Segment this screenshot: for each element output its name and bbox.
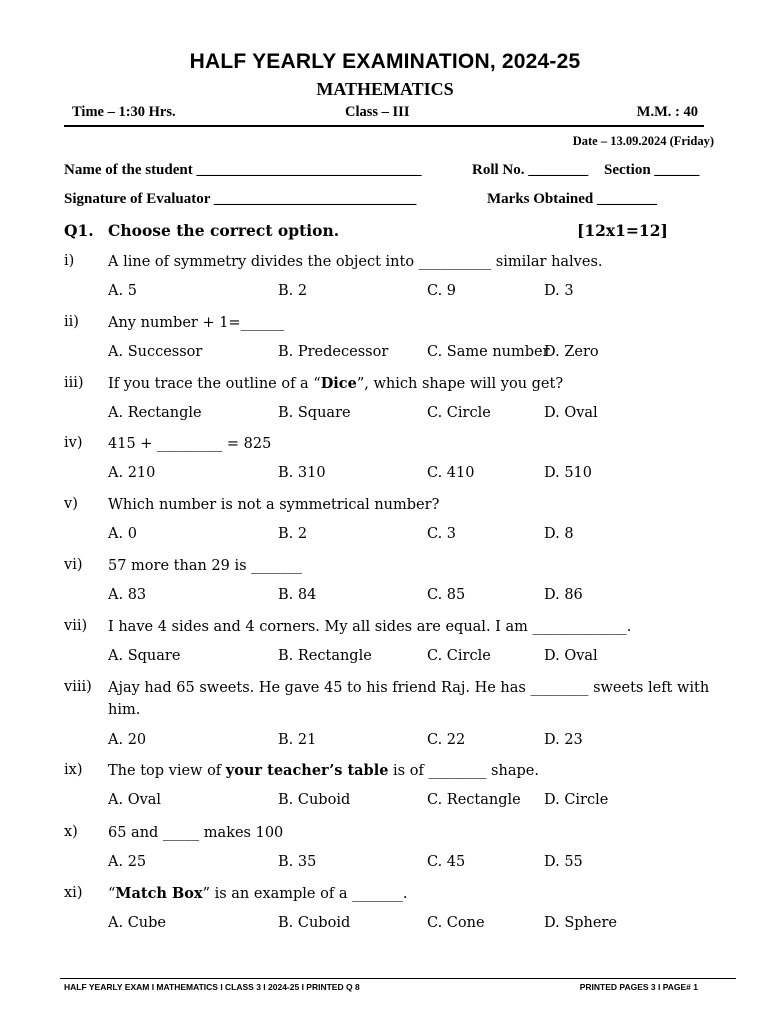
footer-right: PRINTED PAGES 3 I PAGE# 1 (579, 982, 698, 992)
answer-option[interactable]: A. Rectangle (108, 405, 202, 421)
answer-option[interactable]: D. 8 (544, 526, 574, 542)
answer-option[interactable]: D. 510 (544, 465, 593, 481)
answer-option[interactable]: D. 55 (544, 854, 583, 870)
question-text-part: Any number + 1=______ (108, 315, 285, 331)
question-number: viii) (64, 679, 92, 695)
question-number: ix) (64, 762, 83, 778)
section-number: Q1. (64, 221, 94, 240)
footer-divider (60, 978, 736, 979)
question-text-part: “ (108, 886, 116, 902)
answer-option[interactable]: B. Rectangle (278, 648, 372, 664)
answer-option[interactable]: C. 3 (427, 526, 457, 542)
exam-time: Time – 1:30 Hrs. (72, 104, 176, 120)
evaluator-signature-field[interactable]: Signature of Evaluator ___________________________ (64, 191, 417, 207)
answer-option[interactable]: A. Successor (108, 344, 203, 360)
question-number: vii) (64, 618, 88, 634)
answer-option[interactable]: C. Rectangle (427, 792, 521, 808)
question-text-part: I have 4 sides and 4 corners. My all sides are equal. I am _____________. (108, 619, 632, 635)
answer-option[interactable]: D. 3 (544, 283, 574, 299)
question-text-part: ” is an example of a _______. (202, 886, 408, 902)
section-marks: [12x1=12] (577, 221, 668, 240)
question-text (108, 618, 631, 635)
answer-option[interactable]: B. 35 (278, 854, 317, 870)
footer-left: HALF YEARLY EXAM I MATHEMATICS I CLASS 3 I 2024-25 I PRINTED Q 8 (64, 982, 360, 992)
answer-option[interactable]: B. 84 (278, 587, 317, 603)
question-text-part: A line of symmetry divides the object into __________ similar halves. (108, 254, 603, 270)
question-text-part: Ajay had 65 sweets. He gave 45 to his friend Raj. He has ________ sweets left with (108, 680, 710, 696)
question-text (108, 762, 539, 779)
answer-option[interactable]: B. 2 (278, 283, 308, 299)
question-number: ii) (64, 314, 79, 330)
question-number: xi) (64, 885, 83, 901)
question-text-part: The top view of (108, 763, 226, 779)
answer-option[interactable]: C. 22 (427, 732, 466, 748)
answer-option[interactable]: D. Sphere (544, 915, 617, 931)
answer-option[interactable]: B. 21 (278, 732, 317, 748)
question-text-emphasis: your teacher’s table (225, 762, 389, 779)
answer-option[interactable]: C. 45 (427, 854, 466, 870)
subject-title: MATHEMATICS (316, 79, 454, 99)
answer-option[interactable]: C. Circle (427, 648, 491, 664)
section-instruction: Choose the correct option. (108, 221, 340, 240)
answer-option[interactable]: B. 2 (278, 526, 308, 542)
question-text (108, 375, 563, 392)
question-text-emphasis: Match Box (115, 885, 203, 902)
answer-option[interactable]: C. Cone (427, 915, 485, 931)
answer-option[interactable]: C. Circle (427, 405, 491, 421)
answer-option[interactable]: A. Cube (108, 915, 166, 931)
roll-number-field[interactable]: Roll No. ________ (472, 162, 589, 178)
answer-option[interactable]: B. 310 (278, 465, 326, 481)
answer-option[interactable]: D. Oval (544, 405, 598, 421)
question-text-part: 57 more than 29 is _______ (108, 558, 302, 574)
answer-option[interactable]: C. 410 (427, 465, 475, 481)
question-text (108, 557, 302, 574)
question-text-part: is of ________ shape. (388, 763, 539, 779)
question-text (108, 314, 284, 331)
exam-class: Class – III (345, 104, 410, 120)
question-number: v) (64, 496, 78, 512)
question-number: iv) (64, 435, 83, 451)
question-number: iii) (64, 375, 84, 391)
answer-option[interactable]: A. 83 (108, 587, 147, 603)
question-number: i) (64, 253, 75, 269)
answer-option[interactable]: A. 0 (108, 526, 137, 542)
answer-option[interactable]: B. Cuboid (278, 915, 351, 931)
question-number: x) (64, 824, 78, 840)
question-text (108, 824, 283, 841)
question-text-emphasis: Dice (320, 375, 357, 392)
question-text-continuation: him. (108, 702, 141, 718)
answer-option[interactable]: A. 25 (108, 854, 147, 870)
answer-option[interactable]: B. Cuboid (278, 792, 351, 808)
question-text-part: If you trace the outline of a “ (108, 376, 321, 392)
answer-option[interactable]: C. Same number (427, 344, 550, 360)
header-divider (64, 125, 704, 127)
answer-option[interactable]: A. 210 (108, 465, 156, 481)
question-text (108, 496, 439, 513)
answer-option[interactable]: B. Square (278, 405, 351, 421)
question-text (108, 885, 407, 902)
answer-option[interactable]: A. 20 (108, 732, 147, 748)
exam-date: Date – 13.09.2024 (Friday) (572, 134, 714, 148)
exam-title: HALF YEARLY EXAMINATION, 2024-25 (189, 50, 581, 73)
answer-option[interactable]: B. Predecessor (278, 344, 389, 360)
answer-option[interactable]: D. Circle (544, 792, 609, 808)
question-text (108, 435, 271, 452)
question-text-part: ”, which shape will you get? (356, 376, 564, 392)
question-number: vi) (64, 557, 83, 573)
question-text (108, 679, 709, 696)
answer-option[interactable]: D. Oval (544, 648, 598, 664)
answer-option[interactable]: A. Oval (108, 792, 162, 808)
marks-obtained-field[interactable]: Marks Obtained ________ (487, 191, 658, 207)
question-text-part: 415 + _________ = 825 (108, 436, 272, 452)
answer-option[interactable]: A. Square (108, 648, 181, 664)
answer-option[interactable]: D. 23 (544, 732, 583, 748)
max-marks: M.M. : 40 (636, 104, 698, 120)
question-text (108, 253, 603, 270)
question-text-part: 65 and _____ makes 100 (108, 825, 284, 841)
section-field[interactable]: Section ______ (604, 162, 700, 178)
answer-option[interactable]: D. Zero (544, 344, 599, 360)
question-text-part: Which number is not a symmetrical number? (108, 497, 440, 513)
answer-option[interactable]: A. 5 (108, 283, 137, 299)
answer-option[interactable]: D. 86 (544, 587, 583, 603)
answer-option[interactable]: C. 85 (427, 587, 466, 603)
answer-option[interactable]: C. 9 (427, 283, 457, 299)
student-name-field[interactable]: Name of the student ______________________________ (64, 162, 422, 178)
